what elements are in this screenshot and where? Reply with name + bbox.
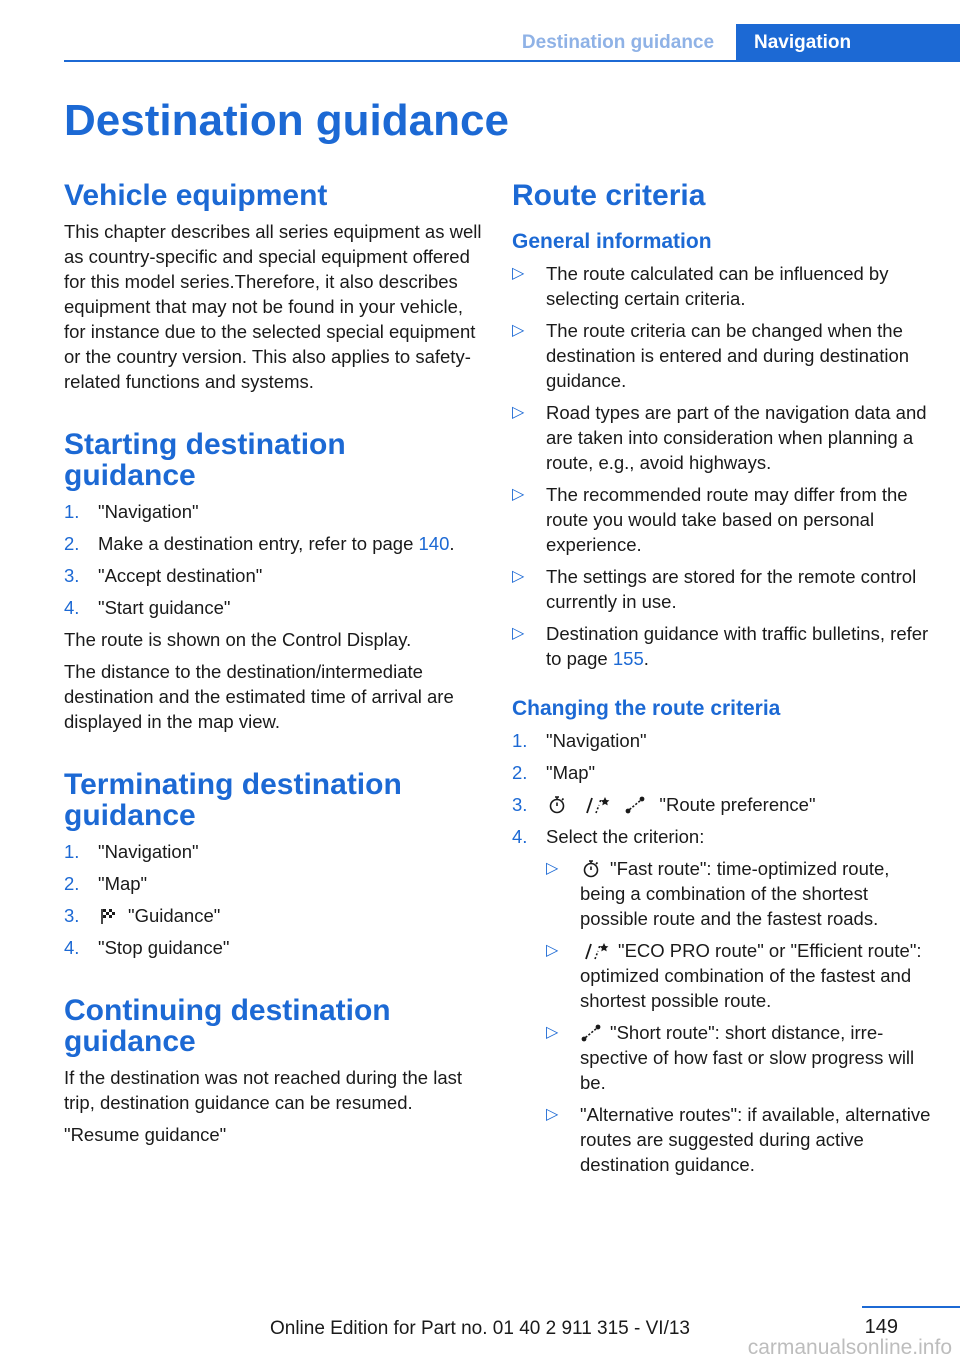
list-item [546, 1020, 932, 1102]
heading-starting-guidance: Starting destination guidance [64, 428, 346, 492]
list-item [64, 839, 484, 864]
triangle-bullet-icon: ▷ [512, 568, 525, 585]
list-item [64, 903, 484, 928]
triangle-bullet-icon: ▷ [546, 860, 559, 877]
step-text: Select the criterion: [546, 826, 705, 847]
bullet-text: The route criteria can be changed when the destination is entered and during destination guidance. [546, 320, 910, 391]
heading-continuing-guidance: Continuing destination guidance [64, 994, 391, 1058]
step-number: 2. [512, 762, 528, 783]
stopwatch-icon [546, 795, 568, 815]
option-text: "Fast route": time-optimized route, being a combination of the shortest possible route and the fastest roads. [580, 858, 890, 929]
bullet-text: The settings are stored for the remote control currently in use. [546, 566, 917, 612]
page-link-140[interactable]: 140 [418, 533, 450, 554]
step-number: 1. [64, 501, 80, 522]
list-item [64, 871, 484, 896]
triangle-bullet-icon: ▷ [546, 1106, 559, 1123]
terminating-steps [64, 839, 484, 960]
distance-text: The distance to the destination/intermediate destination and the estimated time of arrival are displayed in the map view. [64, 661, 454, 732]
list-item [546, 856, 932, 938]
step-text: "Map" [98, 873, 148, 894]
list-item [512, 261, 932, 318]
list-item [512, 792, 932, 817]
eco-route-icon [580, 941, 610, 961]
list-item [64, 531, 484, 556]
step-text: "Navigation" [98, 501, 199, 522]
eco-route-icon [581, 795, 611, 815]
general-info-list [512, 261, 932, 678]
guidance-flag-icon [98, 906, 120, 926]
list-item [546, 1102, 932, 1184]
resume-guidance-text: "Resume guidance" [64, 1124, 227, 1145]
step-text: "Navigation" [546, 730, 647, 751]
vehicle-equipment-text: This chapter describes all series equipment as well as country-specific and special equipment offered for this model series.Therefore, it also describes equipment that may not be found in your vehicle, for instance due to the selected special equipment or the country version. This also applies to safety-related functions and systems. [64, 221, 482, 392]
page-title: Destination guidance [64, 96, 509, 145]
step-text: "Guidance" [128, 905, 221, 926]
heading-terminating-guidance: Terminating destination guidance [64, 768, 402, 832]
step-text: "Stop guidance" [98, 937, 230, 958]
step-text: "Map" [546, 762, 596, 783]
list-item [64, 595, 484, 620]
short-route-icon [624, 795, 646, 815]
triangle-bullet-icon: ▷ [512, 486, 525, 503]
bullet-text: The recommended route may differ from the route you would take based on personal experience. [546, 484, 908, 555]
bullet-text: Road types are part of the navigation data and are taken into consideration when planning a route, e.g., avoid highways. [546, 402, 927, 473]
right-column [512, 180, 932, 1191]
step-text: "Navigation" [98, 841, 199, 862]
heading-general-information: General information [512, 230, 712, 253]
step-number: 4. [64, 597, 80, 618]
option-text: "Short route": short distance, irrespective of how fast or slow progress will be. [580, 1022, 915, 1093]
list-item [512, 400, 932, 482]
list-item [546, 938, 932, 1020]
triangle-bullet-icon: ▷ [546, 942, 559, 959]
criteria-options [546, 856, 932, 1184]
heading-route-criteria: Route criteria [512, 179, 706, 212]
bullet-text: Destination guidance with traffic bulletins, refer to page [546, 623, 929, 669]
list-item [64, 935, 484, 960]
step-number: 3. [64, 565, 80, 586]
route-shown-text: The route is shown on the Control Display. [64, 629, 412, 650]
short-route-icon [580, 1023, 602, 1043]
list-item [512, 564, 932, 621]
list-item [512, 728, 932, 753]
header-chapter-tab[interactable]: Navigation [736, 24, 960, 62]
changing-steps [512, 728, 932, 1184]
header-divider [64, 60, 960, 62]
starting-steps [64, 499, 484, 620]
bullet-text-end: . [643, 648, 649, 669]
left-column [64, 180, 484, 1154]
list-item [512, 621, 932, 678]
step-text: "Accept destination" [98, 565, 263, 586]
triangle-bullet-icon: ▷ [512, 625, 525, 642]
page-link-155[interactable]: 155 [612, 648, 644, 669]
list-item [512, 760, 932, 785]
list-item [64, 499, 484, 524]
list-item [64, 563, 484, 588]
step-number: 3. [64, 905, 80, 926]
step-number: 1. [512, 730, 528, 751]
step-text: "Route preference" [659, 794, 816, 815]
stopwatch-icon [580, 859, 602, 879]
footer-divider [862, 1306, 960, 1308]
step-number: 2. [64, 873, 80, 894]
list-item [512, 824, 932, 1184]
step-number: 3. [512, 794, 528, 815]
triangle-bullet-icon: ▷ [512, 404, 525, 421]
option-text: "Alternative routes": if available, alternative routes are suggested during active destination guidance. [580, 1104, 931, 1175]
triangle-bullet-icon: ▷ [546, 1024, 559, 1041]
heading-vehicle-equipment: Vehicle equipment [64, 179, 328, 212]
bullet-text: The route calculated can be influenced by selecting certain criteria. [546, 263, 889, 309]
step-text: Make a destination entry, refer to page [98, 533, 419, 554]
step-text-end: . [449, 533, 455, 554]
heading-changing-route-criteria: Changing the route criteria [512, 697, 781, 720]
step-number: 4. [64, 937, 80, 958]
page-number: 149 [864, 1316, 898, 1338]
step-number: 2. [64, 533, 80, 554]
triangle-bullet-icon: ▷ [512, 265, 525, 282]
step-number: 4. [512, 826, 528, 847]
edition-text: Online Edition for Part no. 01 40 2 911 315 - VI/13 [269, 1318, 691, 1339]
watermark: carmanualsonline.info [747, 1336, 952, 1359]
triangle-bullet-icon: ▷ [512, 322, 525, 339]
step-text: "Start guidance" [98, 597, 231, 618]
option-text: "ECO PRO route" or "Efficient route": optimized combination of the fastest and shortest possible route. [580, 940, 922, 1011]
step-number: 1. [64, 841, 80, 862]
list-item [512, 318, 932, 400]
continuing-text: If the destination was not reached during the last trip, destination guidance can be resumed. [64, 1067, 463, 1113]
header-section-label: Destination guidance [521, 32, 715, 53]
list-item [512, 482, 932, 564]
